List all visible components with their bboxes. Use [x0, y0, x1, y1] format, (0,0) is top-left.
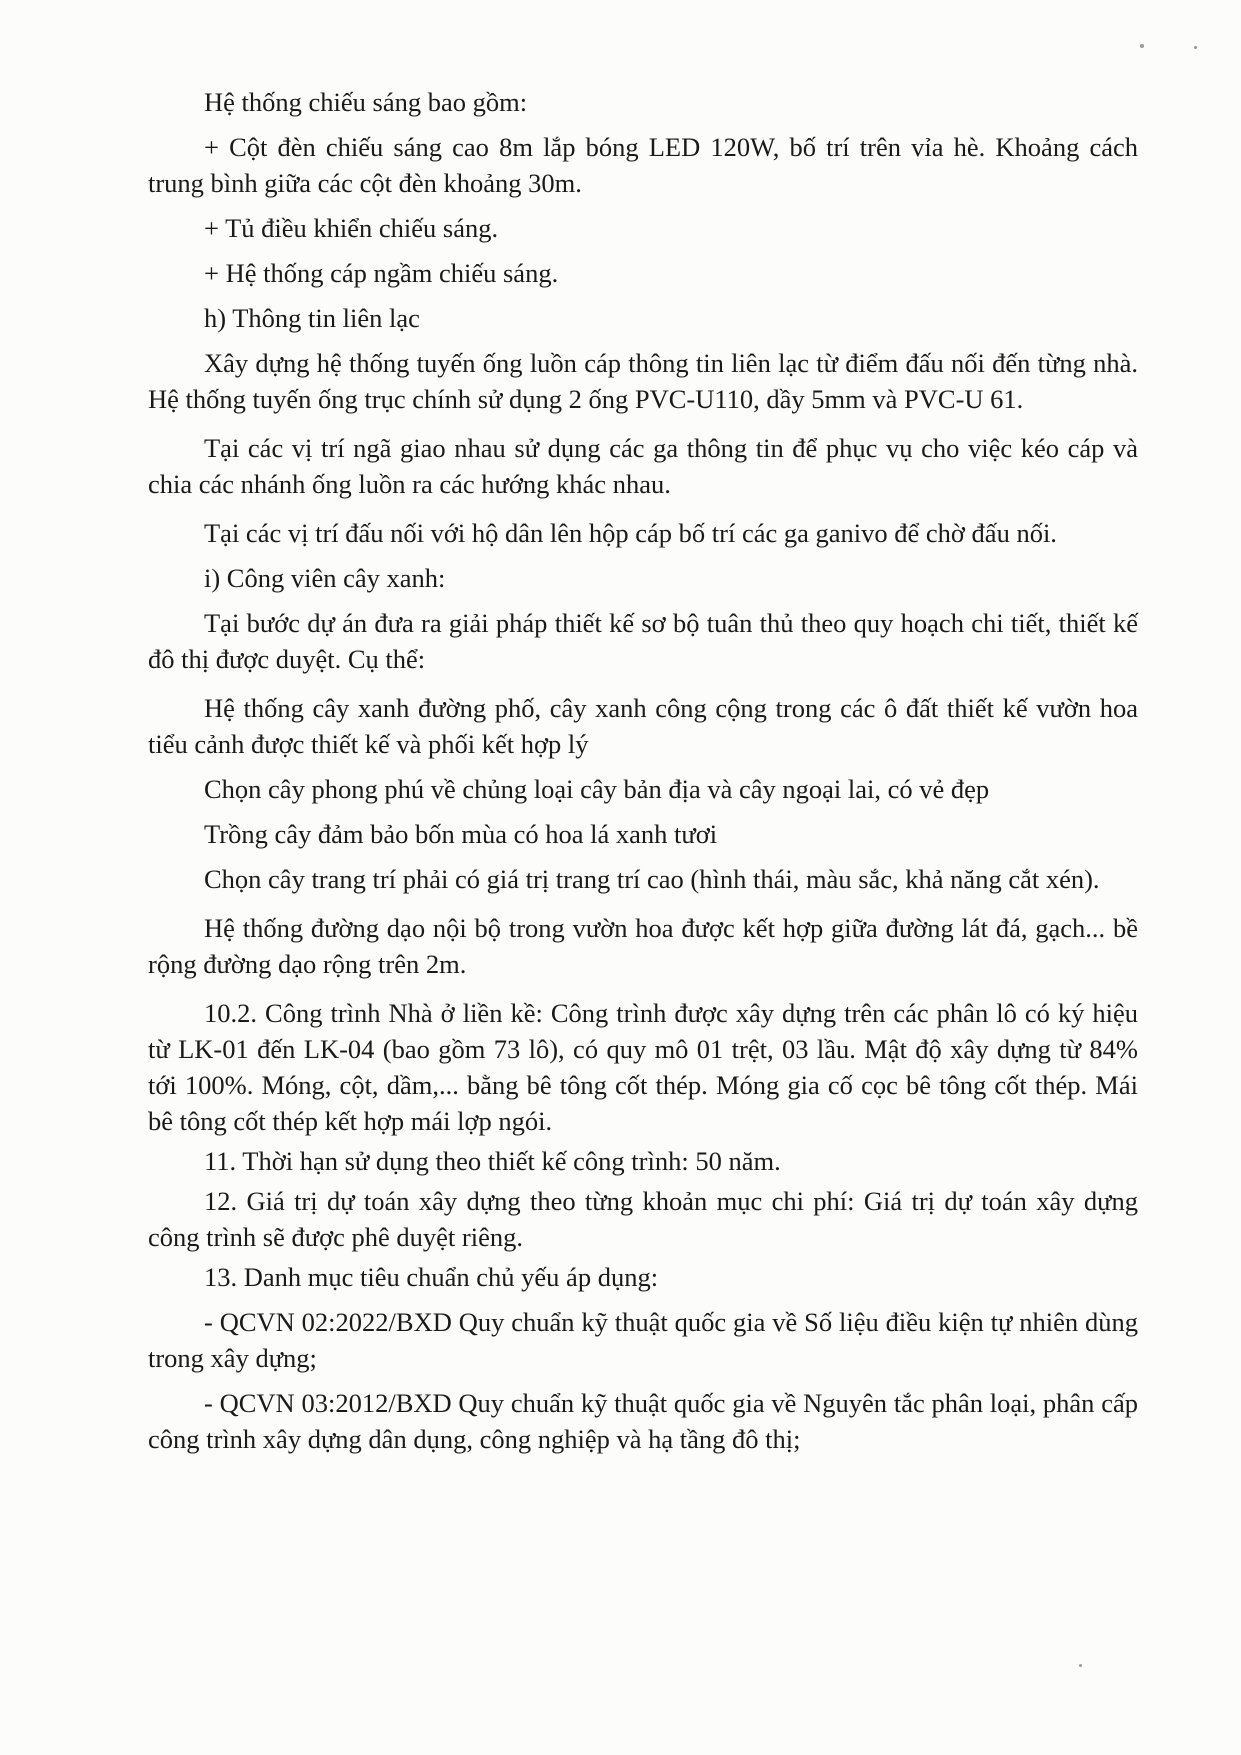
- paragraph-lighting-cable: + Hệ thống cáp ngầm chiếu sáng.: [204, 258, 559, 288]
- section-heading-standards: 13. Danh mục tiêu chuẩn chủ yếu áp dụng:: [204, 1262, 659, 1292]
- paragraph-parks-decorative: Chọn cây trang trí phải có giá trị trang trí cao (hình thái, màu sắc, khả năng cắt xén).: [204, 864, 1100, 894]
- scan-speck: [1194, 46, 1197, 49]
- scan-speck: [1079, 1664, 1082, 1667]
- paragraph-townhouses: 10.2. Công trình Nhà ở liền kề: Công trình được xây dựng trên các phân lô có ký hiệu từ LK-01 đến LK-04 (bao gồm 73 lô), có quy mô 01 trệt, 03 lầu. Mật độ xây dựng từ 84% tới 100%. Móng, cột, dầm,... bằng bê tông cốt thép. Móng gia cố cọc bê tông cốt thép. Mái bê tông cốt thép kết hợp mái lợp ngói.: [148, 998, 1138, 1136]
- paragraph-lighting-intro: Hệ thống chiếu sáng bao gồm:: [204, 87, 528, 117]
- paragraph-parks-paths: Hệ thống đường dạo nội bộ trong vườn hoa được kết hợp giữa đường lát đá, gạch... bề rộng đường dạo rộng trên 2m.: [148, 913, 1138, 979]
- scan-speck: [1140, 44, 1144, 48]
- paragraph-cost-estimate: 12. Giá trị dự toán xây dựng theo từng khoản mục chi phí: Giá trị dự toán xây dựng công trình sẽ được phê duyệt riêng.: [148, 1186, 1138, 1252]
- section-heading-parks: i) Công viên cây xanh:: [204, 563, 446, 593]
- paragraph-lighting-poles: + Cột đèn chiếu sáng cao 8m lắp bóng LED 120W, bố trí trên vỉa hè. Khoảng cách trung bình giữa các cột đèn khoảng 30m.: [148, 132, 1138, 198]
- paragraph-parks-design: Tại bước dự án đưa ra giải pháp thiết kế sơ bộ tuân thủ theo quy hoạch chi tiết, thiết kế đô thị được duyệt. Cụ thể:: [148, 608, 1138, 674]
- paragraph-communications-conduit: Xây dựng hệ thống tuyến ống luồn cáp thông tin liên lạc từ điểm đấu nối đến từng nhà. Hệ thống tuyến ống trục chính sử dụng 2 ống PVC-U110, dầy 5mm và PVC-U 61.: [148, 348, 1138, 414]
- paragraph-communications-households: Tại các vị trí đấu nối với hộ dân lên hộp cáp bố trí các ga ganivo để chờ đấu nối.: [204, 518, 1057, 548]
- paragraph-lighting-cabinet: + Tủ điều khiển chiếu sáng.: [204, 213, 499, 243]
- document-body: [148, 84, 1138, 1457]
- standard-item: - QCVN 03:2012/BXD Quy chuẩn kỹ thuật quốc gia về Nguyên tắc phân loại, phân cấp công trình xây dựng dân dụng, công nghiệp và hạ tầng đô thị;: [148, 1388, 1138, 1454]
- paragraph-service-life: 11. Thời hạn sử dụng theo thiết kế công trình: 50 năm.: [204, 1146, 781, 1176]
- paragraph-parks-variety: Chọn cây phong phú về chủng loại cây bản địa và cây ngoại lai, có vẻ đẹp: [204, 774, 990, 804]
- standard-item: - QCVN 02:2022/BXD Quy chuẩn kỹ thuật quốc gia về Số liệu điều kiện tự nhiên dùng trong xây dựng;: [148, 1307, 1138, 1373]
- paragraph-parks-trees: Hệ thống cây xanh đường phố, cây xanh công cộng trong các ô đất thiết kế vườn hoa tiểu cảnh được thiết kế và phối kết hợp lý: [148, 693, 1138, 759]
- paragraph-communications-junctions: Tại các vị trí ngã giao nhau sử dụng các ga thông tin để phục vụ cho việc kéo cáp và chia các nhánh ống luồn ra các hướng khác nhau.: [148, 433, 1138, 499]
- section-heading-communications: h) Thông tin liên lạc: [204, 303, 420, 333]
- paragraph-parks-seasons: Trồng cây đảm bảo bốn mùa có hoa lá xanh tươi: [204, 819, 718, 849]
